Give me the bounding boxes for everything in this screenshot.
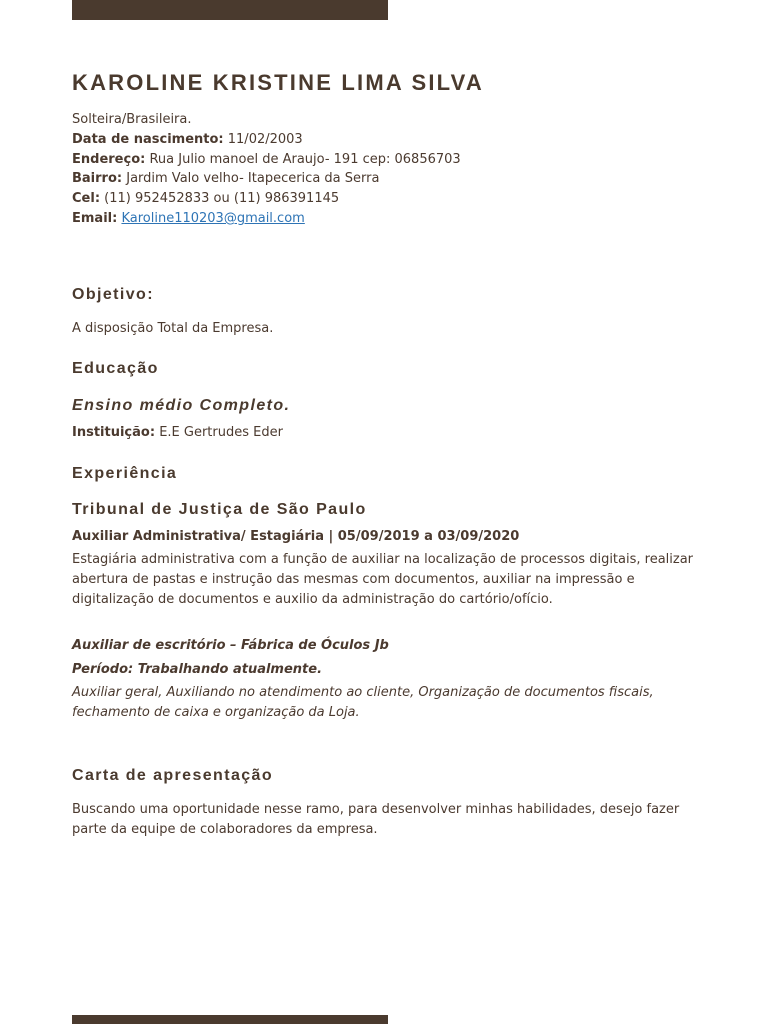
district-value: Jardim Valo velho- Itapecerica da Serra [126,171,380,187]
cover-letter-text: Buscando uma oportunidade nesse ramo, para desenvolver minhas habilidades, desejo fazer parte da equipe de colaboradores da empresa. [72,802,680,837]
bottom-decorative-bar [72,1015,388,1024]
birth-date-value: 11/02/2003 [227,131,303,147]
objective-text: A disposição Total da Empresa. [72,321,274,336]
district-label: Bairro: [72,171,123,187]
district-line [72,169,461,189]
cover-letter-heading: Carta de apresentação [72,767,274,784]
marital-status: Solteira/Brasileira. [72,112,192,127]
resume-name: KAROLINE KRISTINE LIMA SILVA [72,70,484,95]
address-line [72,150,461,170]
address-value: Rua Julio manoel de Araujo- 191 cep: 06856703 [149,151,461,167]
job1-company: Tribunal de Justiça de São Paulo [72,501,367,518]
phone-label: Cel: [72,191,101,207]
education-heading: Educação [72,360,159,377]
email-line [72,209,461,229]
email-link[interactable]: Karoline110203@gmail.com [121,210,305,226]
job1-description: Estagiária administrativa com a função de auxiliar na localização de processos digitais, realizar abertura de pastas e instrução das mesmas com documentos, auxiliar na impressão e digitalização de documentos e auxilio da administração do cartório/ofício. [72,552,694,607]
personal-info [72,110,461,229]
phone-line [72,189,461,209]
experience-heading: Experiência [72,465,178,482]
education-degree: Ensino médio Completo. [72,397,291,414]
institution-label: Instituição: [72,425,156,440]
address-label: Endereço: [72,151,146,167]
job2-period: Período: Trabalhando atualmente. [72,662,323,677]
top-decorative-bar [72,0,388,20]
institution-line [72,423,283,443]
birth-date-label: Data de nascimento: [72,131,224,147]
phone-value: (11) 952452833 ou (11) 986391145 [104,191,340,207]
birth-date-line [72,130,461,150]
institution-value: E.E Gertrudes Eder [159,425,283,440]
job2-title: Auxiliar de escritório – Fábrica de Óculos Jb [72,638,389,653]
job1-role-period: Auxiliar Administrativa/ Estagiária | 05/09/2019 a 03/09/2020 [72,529,520,544]
email-label: Email: [72,210,118,226]
objective-heading: Objetivo: [72,286,154,303]
job2-description: Auxiliar geral, Auxiliando no atendimento ao cliente, Organização de documentos fiscais, fechamento de caixa e organização da Loja. [72,685,654,720]
